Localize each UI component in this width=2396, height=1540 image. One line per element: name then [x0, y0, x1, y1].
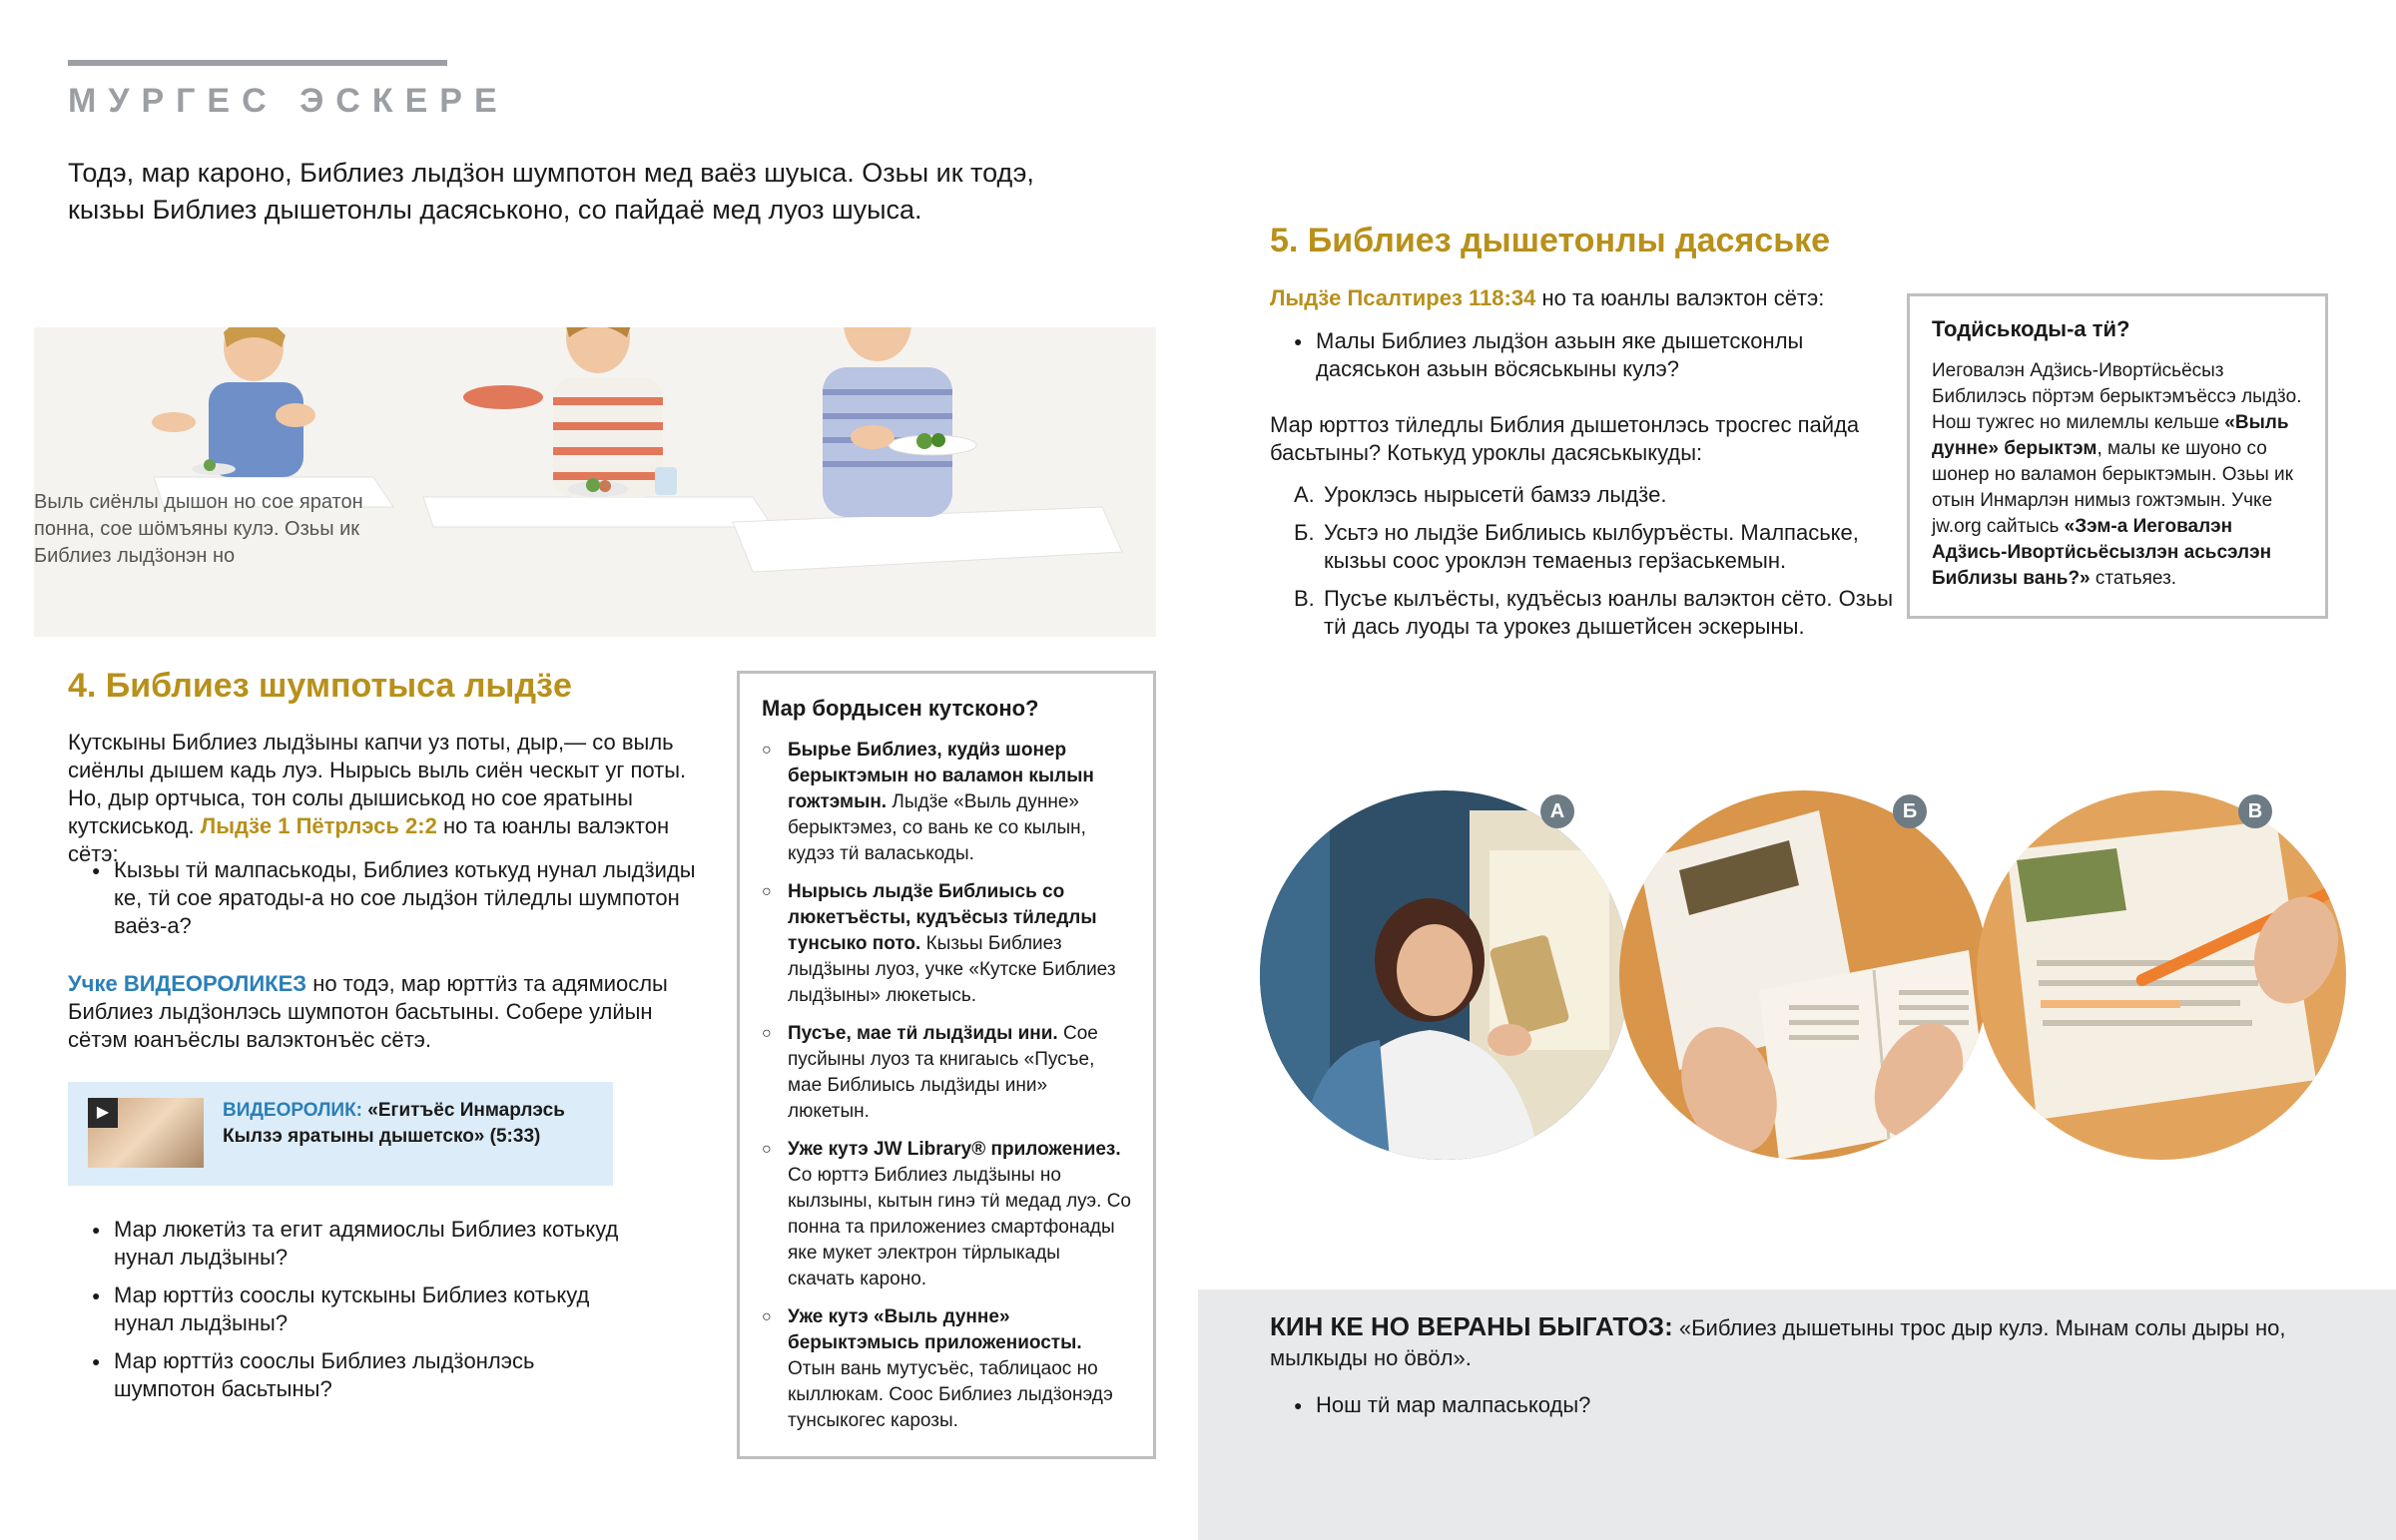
list-item: ● Кызьы тӥ малпаськоды, Библиез котькуд нунал лыдӟиды ке, тӥ сое яратоды-а но сое лыдӟон тӥледлы шумпотон ваёз-а? — [68, 856, 699, 940]
list-item: ○ Бырье Библиез, кудӥз шонер берыктэмын но валамон кылын гожтэмын. Лыдӟе «Выль дунне» берыктэмез, со вань ке со кылын, кудэз тӥ валаськоды. — [762, 738, 1131, 867]
section4-title: 4. Библиез шумпотыса лыдӟе — [68, 667, 572, 705]
section5-ref-line — [1270, 284, 1889, 312]
boys-eating-illustration — [34, 327, 1156, 637]
box-text: Иеговалэн Адӟись-Ивортӥсьёсыз Библилэсь пӧртэм берыктэмъёссэ лыдӟо. Нош тужгес но милемлы кельше «Выль дунне» берыктэм, малы ке шуоно со шонер но валамон берыктэмын. Озьы ик отын Инмарлэн нимыз гожтэмын. Учке jw.org сайтысь «Зэм-а Иеговалэн Адӟись-Ивортӥсьёсызлэн асьсэлэн Библизы вань?» статьяез. — [1932, 360, 2302, 589]
objection-quote: «Библиез дышетыны трос дыр кулэ. Мынам солы дыры но, мылкыды но ӧвӧл». — [1270, 1315, 2286, 1370]
objection-question-list — [1270, 1391, 2268, 1427]
section5-ref-tail: но та юанлы валэктон сётэ: — [1541, 285, 1825, 310]
section5-paragraph: Мар юрттоз тӥледлы Библия дышетонлэсь тросгес пайда басьтыны? Котькуд уроклы дасяськыкуды: — [1270, 412, 1860, 465]
section4-paragraph2 — [68, 970, 699, 1054]
intro-text: Тодэ, мар кароно, Библиез лыдӟон шумпотон мед ваёз шуыса. Озьы ик тодэ, кызьы Библиез дышетонлы дасяськоно, со пайдаё мед луоз шуыса. — [68, 158, 1034, 225]
list-item: ○ Уже кутэ JW Library® приложениез. Со юрттэ Библиез лыдӟыны но кылзыны, кытын гинэ тӥ медад луэ. Со понна та приложениез смартфонады яке мукет электрон тӥрлыкады скачать кароно. — [762, 1137, 1131, 1292]
objection-statement — [1270, 1311, 2328, 1373]
video-link[interactable]: Учке ВИДЕОРОЛИКЕЗ — [68, 971, 307, 996]
video-label: ВИДЕОРОЛИК: — [223, 1100, 363, 1121]
video-title-text: «Егитъёс Инмарлэсь Кылзэ яратыны дышетско» (5:33) — [223, 1100, 565, 1147]
section4-question-list — [68, 856, 699, 948]
scripture-reference-1peter[interactable]: Лыдӟе 1 Пётрлэсь 2:2 — [200, 813, 437, 838]
video-link-box[interactable] — [68, 1082, 613, 1186]
list-item: ● Мар юрттӥз соослы кутскыны Библиез котькуд нунал лыдӟыны? — [68, 1282, 627, 1337]
illustration-c-highlighting — [1977, 790, 2346, 1160]
illustration-caption: Выль сиёнлы дышон но сое яратон понна, сое шӧмъяны кулэ. Озьы ик Библиез лыдӟонэн но — [34, 491, 363, 567]
section5-question-list — [1270, 327, 1889, 391]
badge-c: В — [2238, 794, 2272, 828]
video-thumbnail[interactable] — [88, 1098, 204, 1168]
where-to-start-box — [737, 671, 1156, 1459]
did-you-know-box — [1907, 293, 2328, 619]
badge-b: Б — [1893, 794, 1927, 828]
illustration-b-opening-bible — [1619, 790, 1989, 1160]
list-item: ● Мар люкетӥз та егит адямиослы Библиез котькуд нунал лыдӟыны? — [68, 1216, 627, 1272]
open-bible-illustration — [1619, 790, 1989, 1160]
list-item: ● Нош тӥ мар малпаськоды? — [1270, 1391, 2268, 1419]
scripture-reference-psalm[interactable]: Лыдӟе Псалтирез 118:34 — [1270, 285, 1536, 310]
section-title: МУРГЕС ЭСКЕРЕ — [68, 82, 509, 120]
badge-a: А — [1540, 794, 1574, 828]
list-item: ○ Пусъе, мае тӥ лыдӟиды ини. Сое пусйыны луоз та книгаысь «Пусъе, мае Библиысь лыдӟиды ини» люкетын. — [762, 1021, 1131, 1125]
list-item: В. Пусъе кылъёсты, кудъёсыз юанлы валэктон сёто. Озьы тӥ дась луоды та урокез дышетйсен эскерыны. — [1294, 586, 1894, 639]
box-title: Мар бордысен кутсконо? — [762, 696, 1039, 721]
objection-title: КИН КЕ НО ВЕРАНЫ БЫГАТОЗ: — [1270, 1311, 1673, 1341]
box-tips-list — [762, 738, 1131, 1434]
section-bar — [68, 60, 447, 66]
section4-p1-text: Кутскыны Библиез лыдӟыны капчи уз поты, дыр,— со выль сиёнлы дышем кадь луэ. Нырысь выль сиён ческыт уг поты. Но, дыр ортчыса, тон солы дышиськод но сое яратыны кутскиськод. — [68, 730, 687, 838]
section4-p2-text: но тодэ, мар юрттӥз та адямиослы Библиез лыдӟонлэсь шумпотон басьтыны. Собере улӥын сётэм юанъёслы валэктонъёс сётэ. — [68, 971, 668, 1052]
section4-p1-tail: но та юанлы валэктон сётэ: — [68, 813, 670, 866]
article-link[interactable]: «Зэм-а Иеговалэн Адӟись-Ивортӥсьёсызлэн асьсэлэн Библизы вань?» — [1932, 516, 2272, 589]
list-item: ○ Нырысь лыдӟе Библиысь со люкетъёсты, кудъёсыз тӥледлы тунсыко пото. Кызьы Библиез лыдӟыны луоз, учке «Кутске Библиез лыдӟыны» люкетысь. — [762, 879, 1131, 1009]
list-item: ● Мар юрттӥз соослы Библиез лыдӟонлэсь шумпотон басьтыны? — [68, 1347, 627, 1403]
list-item: Б. Усьтэ но лыдӟе Библиысь кылбуръёсты. Малпаське, кызьы соос уроклэн темаеныз герӟаськемын. — [1294, 520, 1859, 573]
play-icon[interactable]: ▶ — [88, 1098, 118, 1128]
box-title: Тодӥськоды-а тӥ? — [1932, 316, 2130, 341]
girl-reading-illustration — [1260, 790, 1629, 1160]
section5-steps — [1270, 481, 1909, 651]
section5-title: 5. Библиез дышетонлы дасяське — [1270, 222, 1831, 259]
video-title[interactable] — [223, 1098, 602, 1150]
section4-paragraph1 — [68, 729, 699, 868]
list-item: А. Уроклэсь нырысетӥ бамзэ лыдӟе. — [1294, 482, 1667, 507]
highlighting-illustration — [1977, 790, 2346, 1160]
illustration-a-girl-reading — [1260, 790, 1629, 1160]
illustration-band — [34, 327, 1156, 637]
list-item: ○ Уже кутэ «Выль дунне» берыктэмысь приложениосты. Отын вань мутусъёс, таблицаос но кыллюкам. Соос Библиез лыдӟонэдэ тунсыкогес карозы. — [762, 1304, 1131, 1434]
list-item: ● Малы Библиез лыдӟон азьын яке дышетсконлы дасяськон азьын вӧсяськыны кулэ? — [1270, 327, 1889, 383]
video-question-list — [68, 1216, 627, 1411]
objection-panel — [1198, 1289, 2396, 1540]
